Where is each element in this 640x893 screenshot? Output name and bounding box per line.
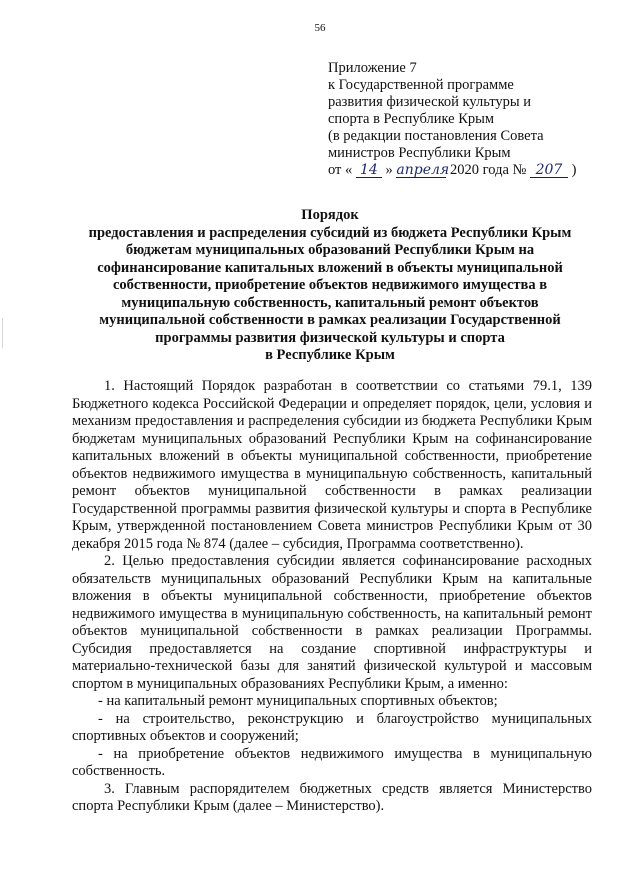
handwritten-day: 14 bbox=[356, 163, 382, 178]
scan-margin-mark bbox=[2, 318, 3, 348]
title-heading: Порядок bbox=[301, 207, 359, 223]
document-title bbox=[50, 207, 610, 365]
date-separator: » bbox=[385, 162, 393, 178]
title-line: софинансирование капитальных вложений в объекты муниципальной bbox=[97, 259, 563, 276]
annex-line: к Государственной программе bbox=[328, 77, 514, 93]
annex-date-line bbox=[328, 162, 628, 179]
title-line: бюджетам муниципальных образований Республики Крым на bbox=[125, 242, 535, 258]
bullet-item: - на капитальный ремонт муниципальных спортивных объектов; bbox=[98, 693, 498, 709]
annex-line: (в редакции постановления Совета bbox=[328, 128, 544, 144]
paragraph-1: 1. Настоящий Порядок разработан в соответствии со статьями 79.1, 139 Бюджетного кодекса Российской Федерации и определяет порядок, цели, условия и механизм предоставления и распределения субсидии из бюджета Республики Крым бюджетам муниципальных образований Республики Крым на софинансирование капитальных вложений в объекты муниципальной собственности, приобретение объектов недвижимого имущества в муниципальную собственность, капитальный ремонт объектов муниципальной собственности в рамках реализации Государственной программы развития физической культуры и спорта в Республике Крым, утвержденной постановлением Совета министров Республики Крым от 30 декабря 2015 года № 874 (далее – субсидия, Программа соответственно). bbox=[72, 378, 592, 552]
title-line: муниципальную собственность, капитальный ремонт объектов bbox=[121, 294, 539, 311]
document-body bbox=[72, 378, 592, 816]
date-prefix: от « bbox=[328, 162, 353, 178]
handwritten-month: апреля bbox=[396, 162, 450, 178]
bullet-item: - на строительство, реконструкцию и благоустройство муниципальных спортивных объектов и сооружений; bbox=[72, 710, 592, 744]
annex-line: развития физической культуры и bbox=[328, 94, 532, 110]
date-suffix: ) bbox=[571, 162, 577, 178]
date-year: 2020 года № bbox=[450, 162, 527, 178]
annex-line: министров Республики Крым bbox=[328, 145, 511, 161]
bullet-item: - на приобретение объектов недвижимого имущества в муниципальную собственность. bbox=[72, 745, 592, 779]
annex-header bbox=[328, 60, 628, 179]
title-line: собственности, приобретение объектов недвижимого имущества в bbox=[112, 277, 548, 293]
annex-line: Приложение 7 bbox=[328, 60, 417, 76]
title-line: программы развития физической культуры и спорта bbox=[155, 329, 505, 346]
handwritten-number: 207 bbox=[530, 163, 568, 178]
annex-line: спорта в Республике Крым bbox=[328, 111, 495, 127]
title-line: в Республике Крым bbox=[265, 347, 395, 363]
title-line: муниципальной собственности в рамках реализации Государственной bbox=[99, 312, 561, 328]
paragraph-3: 3. Главным распорядителем бюджетных средств является Министерство спорта Республики Крым (далее – Министерство). bbox=[72, 780, 592, 814]
page-number: 56 bbox=[314, 22, 326, 34]
paragraph-2: 2. Целью предоставления субсидии является софинансирование расходных обязательств муниципальных образований Республики Крым на капитальные вложения в объекты муниципальной собственности, приобретение объектов недвижимого имущества в муниципальную собственность, на капитальный ремонт объектов муниципальной собственности в рамках реализации Программы. Субсидия предоставляется на создание спортивной инфраструктуры и материально-технической базы для занятий физической культурой и массовым спортом в муниципальных образованиях Республики Крым, а именно: bbox=[72, 553, 592, 692]
title-line: предоставления и распределения субсидий из бюджета Республики Крым bbox=[88, 224, 572, 241]
